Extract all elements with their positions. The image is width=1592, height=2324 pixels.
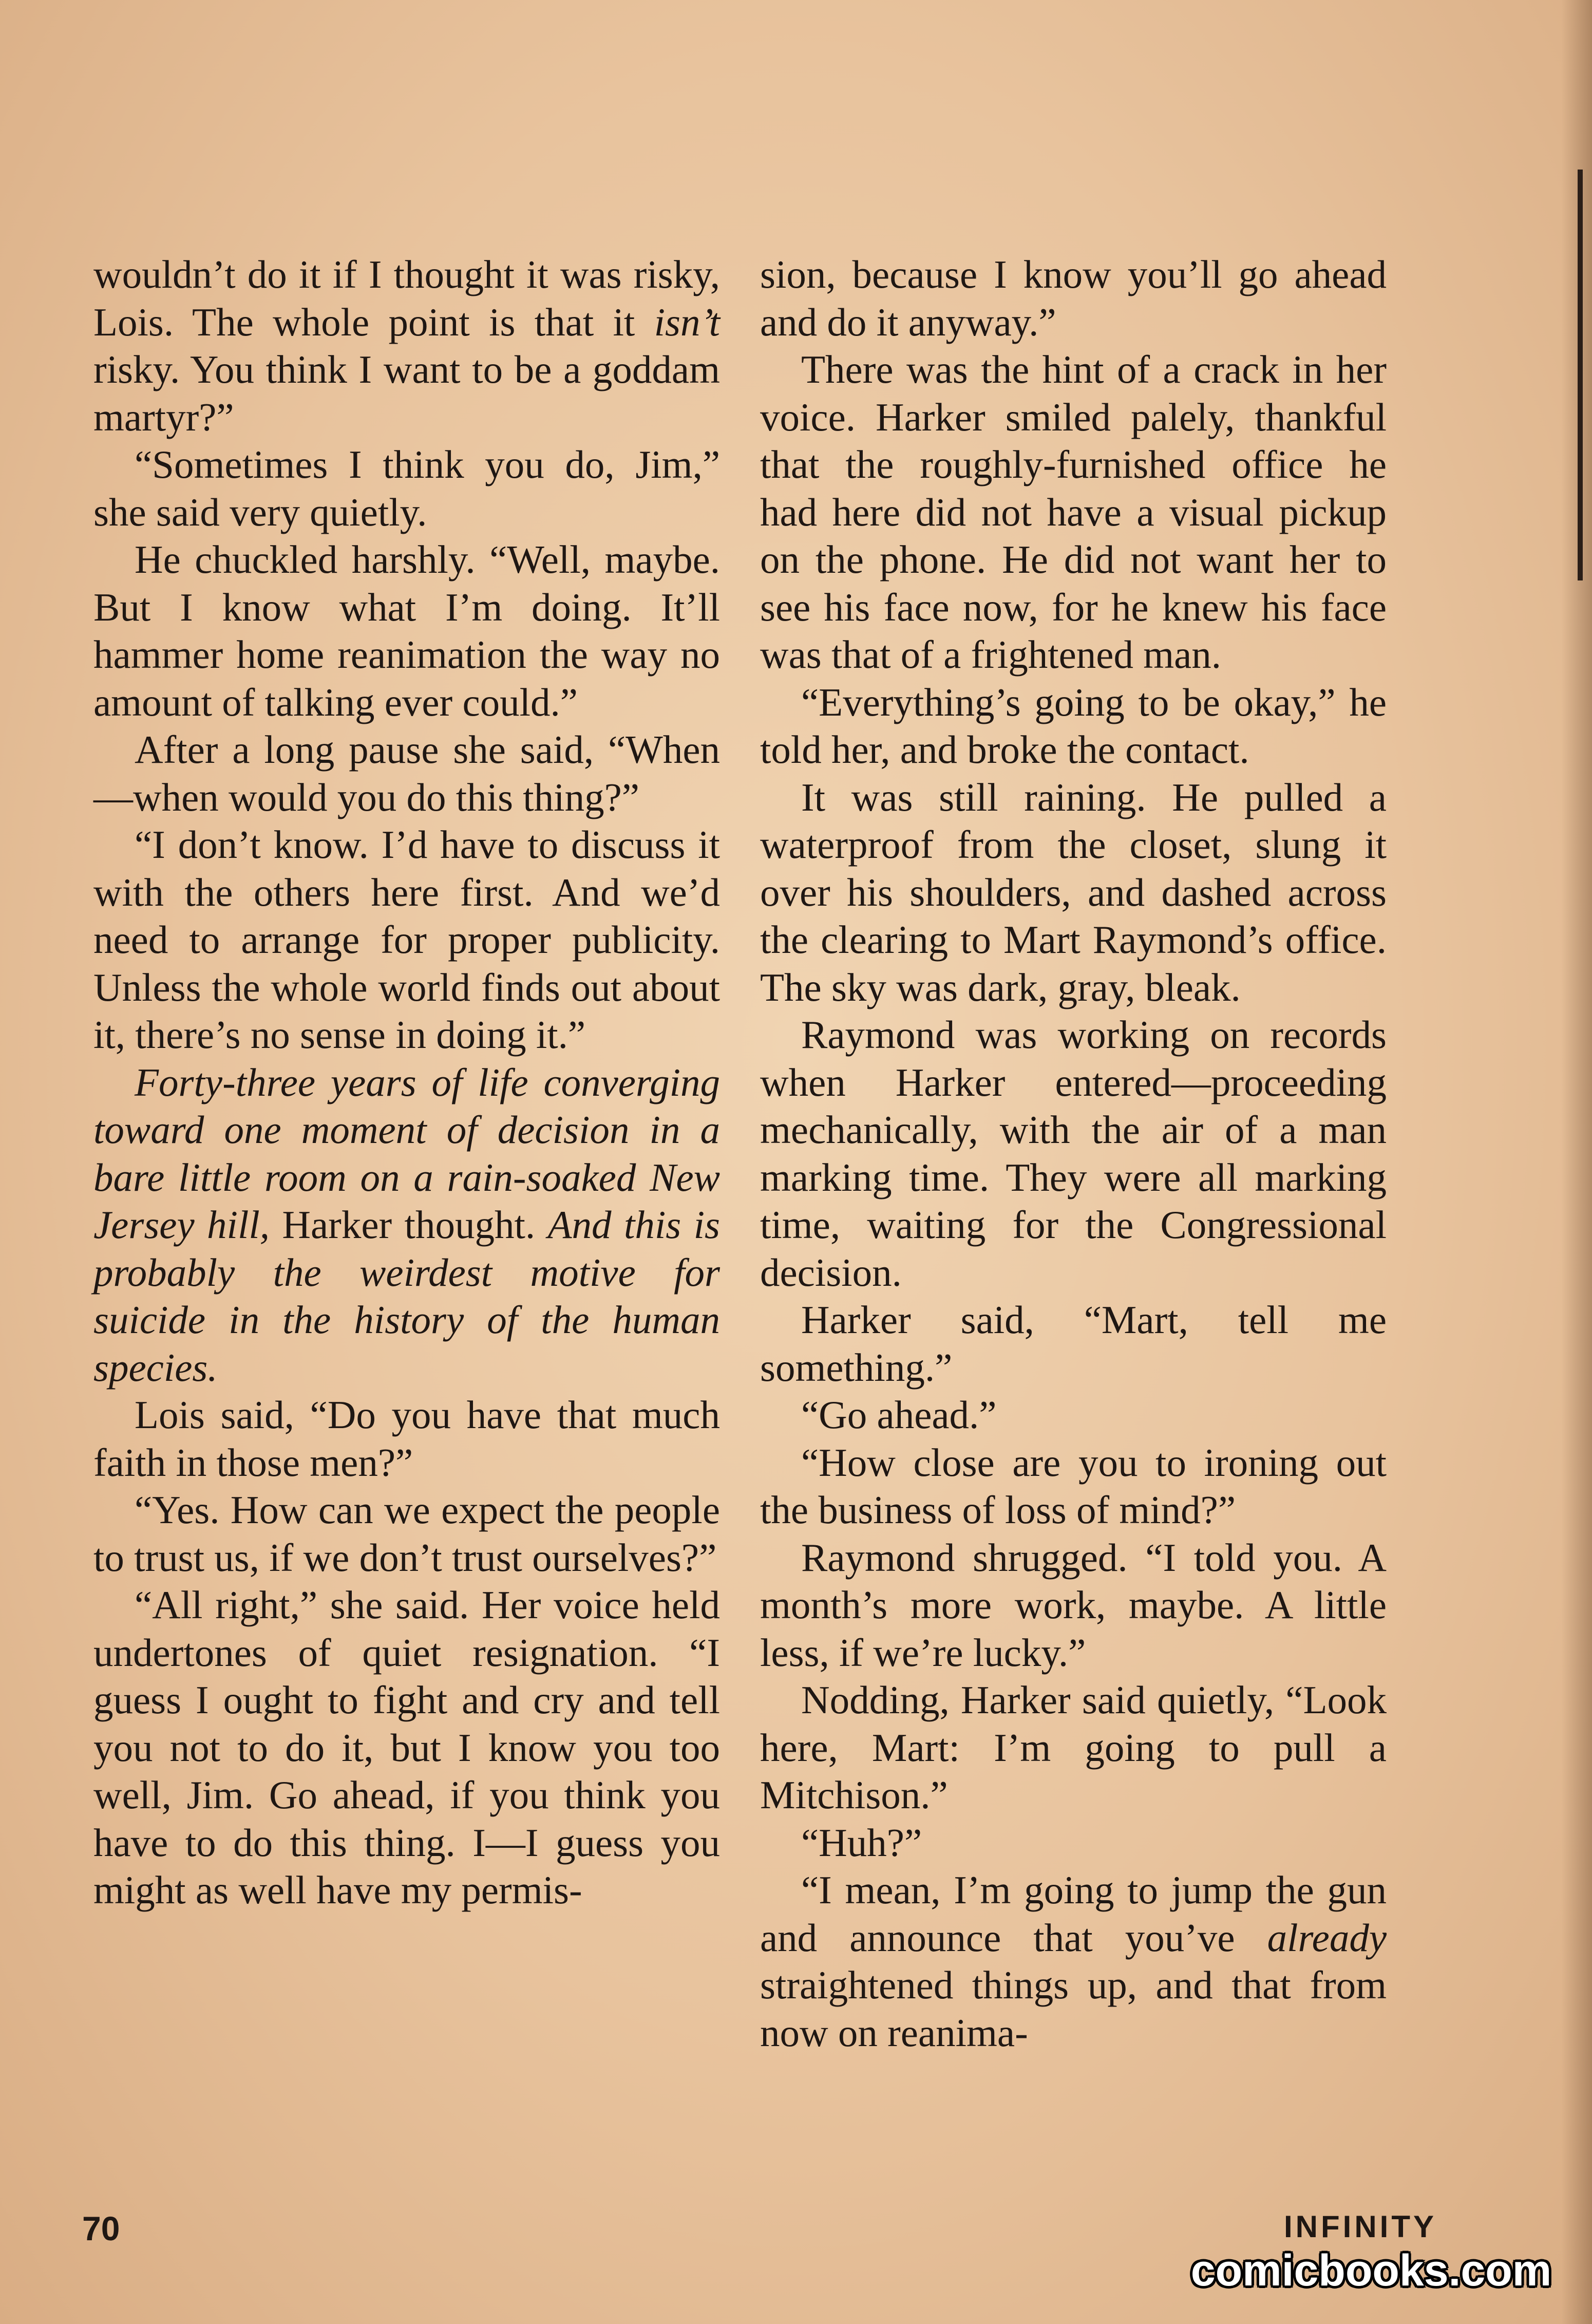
paragraph: “All right,” she said. Her voice held undertones of quiet resignation. “I guess I ought to fight and cry and tell you not to do it, but I know you too well, Jim. Go ahead, if you think you have to do this thing. I—I guess you might as well have my permis-: [93, 1583, 720, 1912]
paragraph: Raymond shrugged. “I told you. A month’s more work, maybe. A little less, if we’re lucky.”: [760, 1535, 1387, 1675]
paragraph: “I mean, I’m going to jump the gun and announce that you’ve already straightened things up, and that from now on reanima-: [760, 1868, 1387, 2055]
paragraph: Lois said, “Do you have that much faith in those men?”: [93, 1393, 720, 1485]
paragraph: After a long pause she said, “When—when would you do this thing?”: [93, 727, 720, 819]
paragraph: “Huh?”: [801, 1820, 922, 1865]
emphasis: isn’t: [654, 299, 720, 344]
paragraph: Nodding, Harker said quietly, “Look here, Mart: I’m going to pull a Mitchison.”: [760, 1678, 1387, 1817]
paragraph: sion, because I know you’ll go ahead and do it anyway.”: [760, 252, 1387, 344]
left-text-column: [93, 251, 720, 1914]
paragraph: Raymond was working on records when Harker entered—proceeding mechanically, with the air of a man marking time. They were all marking time, waiting for the Congressional decision.: [760, 1013, 1387, 1295]
emphasis: already: [1267, 1915, 1387, 1960]
paragraph: “Sometimes I think you do, Jim,” she said very quietly.: [93, 442, 720, 534]
running-title: INFINITY: [1284, 2209, 1437, 2244]
paragraph: wouldn’t do it if I thought it was risky, Lois. The whole point is that it isn’t risky. You think I want to be a goddam martyr?”: [93, 252, 720, 439]
paragraph: “Everything’s going to be okay,” he told her, and broke the contact.: [760, 680, 1387, 772]
paragraph: “How close are you to ironing out the business of loss of mind?”: [760, 1440, 1387, 1532]
paragraph: It was still raining. He pulled a waterproof from the closet, slung it over his shoulders, and dashed across the clearing to Mart Raymond’s office. The sky was dark, gray, bleak.: [760, 775, 1387, 1009]
paragraph: “Yes. How can we expect the people to trust us, if we don’t trust ourselves?”: [93, 1488, 720, 1580]
italic-thought-paragraph: Forty-three years of life converging toward one moment of decision in a bare little room on a rain-soaked New Jersey hill, Harker thought. And this is probably the weirdest motive for suicide in the history of the human species.: [93, 1060, 720, 1390]
paragraph: “I don’t know. I’d have to discuss it with the others here first. And we’d need to arrange for proper publicity. Unless the whole world finds out about it, there’s no sense in doing it.”: [93, 822, 720, 1057]
right-text-column: [760, 251, 1387, 2056]
page-number: 70: [82, 2209, 120, 2247]
page-binding-edge: [1561, 0, 1592, 2324]
paragraph: There was the hint of a crack in her voice. Harker smiled palely, thankful that the roughly-furnished office he had here did not have a visual pickup on the phone. He did not want her to see his face now, for he knew his face was that of a frightened man.: [760, 347, 1387, 677]
paragraph: “Go ahead.”: [801, 1393, 997, 1437]
binding-shadow-mark: [1578, 170, 1583, 580]
paragraph: Harker said, “Mart, tell me something.”: [760, 1298, 1387, 1390]
source-watermark: comicbooks.com: [1190, 2246, 1552, 2295]
paragraph: He chuckled harshly. “Well, maybe. But I know what I’m doing. It’ll hammer home reanimation the way no amount of talking ever could.”: [93, 537, 720, 724]
